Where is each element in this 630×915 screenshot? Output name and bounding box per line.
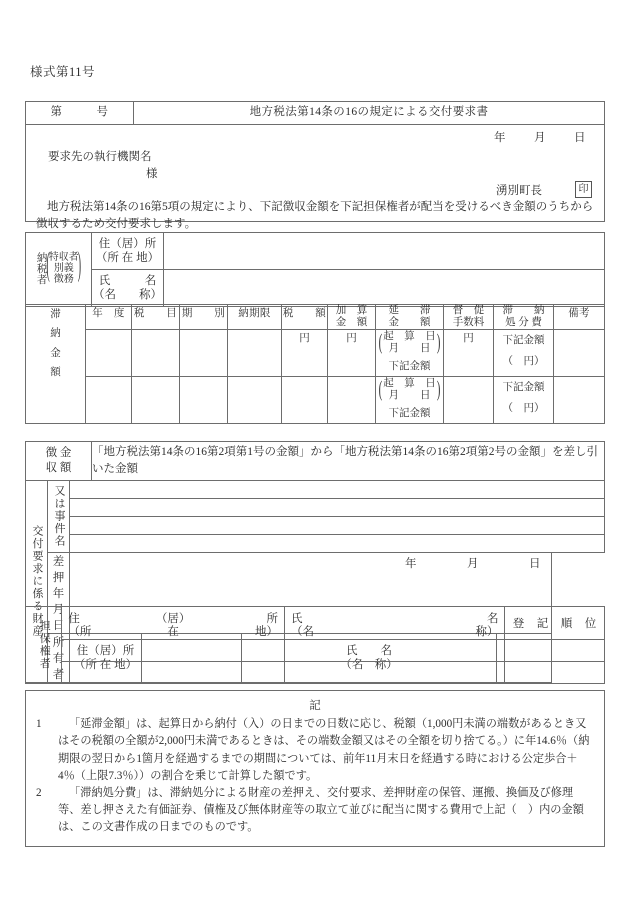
column-header-additional-charge [328,305,376,330]
seizure-date-label: 差押年月日 [48,553,70,634]
header-line2: 金 額 [335,316,368,328]
addr-head-d: （所 [68,626,92,638]
table-row [26,329,605,376]
seizure-day-label: 日 [529,558,541,570]
preamble-cell [26,125,605,231]
guarantor-rank-cell[interactable] [505,640,605,662]
header-line1: 滞 納 [502,305,545,316]
special-collector-label-char: 徴務 [53,273,74,285]
addr-head-f: 地） [254,626,278,638]
header-line2: 手数料 [452,316,485,328]
side-label-char: 納 [50,328,61,340]
table-row [26,640,605,662]
header-line1: 延 滞 [388,305,431,316]
table-row [26,305,605,330]
taxpayer-label-char: 者 [36,275,48,287]
collection-amount-label [26,442,92,481]
cell-period[interactable] [180,376,228,423]
notes-box [25,690,605,847]
owner-name-label-line1: 氏 名 [346,644,392,657]
taxpayer-name-label [92,270,164,307]
name-label-line1: 氏 名 [98,274,157,287]
addr-head-c: 所 [266,613,278,625]
side-label-char: 滞 [50,309,61,320]
notes-title: 記 [309,700,321,712]
header-line1: 加 算 [335,305,368,316]
guarantor-name-cell[interactable] [284,640,504,662]
delinquency-table [25,304,605,424]
column-header-demand-fee [444,305,494,330]
property-blank-row[interactable] [70,481,605,499]
note-text: 「滞納処分費」は、滞納処分による財産の差押え、交付要求、差押財産の保管、運搬、換価及び修理等、差し押さえた有価証券、債権及び無体財産等の取立て並びに配当に関する費用で上記（ ）内の金額は、この文書作成の日までのものです。 [58,786,584,833]
note-item [36,785,594,836]
column-header-delinquency-charge [376,305,444,330]
table-row [26,376,605,423]
note-text: 「延滞金額」は、起算日から納付（入）の日までの日数に応じ、税額（1,000円未満の端数があるとき又はその税額の全額が2,000円未満であるときは、その端数金額又はその全額を切り捨てる。）に年14.6％（納期限の翌日から1箇月を経過するまでの期間については、前年11月末日を経過する時における公定歩合＋4％（上限7.3％））の割合を乗じて計算した額です。 [58,718,590,782]
cell-fiscal-year[interactable] [86,376,132,423]
special-collector-label-char: 特収者 [48,252,79,264]
taxpayer-name-value[interactable] [164,270,605,307]
guarantor-name-cell[interactable] [284,662,504,684]
taxpayer-address-value[interactable] [164,233,605,270]
column-header-tax-item: 税 目 [132,305,180,330]
cell-fiscal-year[interactable] [86,329,132,376]
disposition-note-line1: 下記金額 [502,334,545,346]
note-item [36,716,594,784]
paren-close-icon: ) [436,378,441,403]
table-row [26,535,605,553]
note-number: 1 [36,718,42,731]
header-table [25,101,605,231]
taxpayer-label-char: 納 [36,252,48,264]
paren-close-icon: ) [436,331,441,356]
issue-date-line[interactable] [494,131,586,147]
side-label-char: 金 [50,347,61,359]
recipient-honorific: 様 [146,168,158,180]
registration-rank-header: 登 記 順 位 [505,607,605,640]
name-head-a: 氏 [290,613,303,625]
serial-label-dai: 第 [50,106,63,119]
serial-label-gou: 号 [96,106,109,119]
below-amount-note: 下記金額 [388,407,431,419]
column-header-period: 期 別 [180,305,228,330]
disposition-note-line1: 下記金額 [502,381,545,393]
taxpayer-address-label [92,233,164,270]
recipient-organization-label: 要求先の執行機関名 [48,151,152,163]
owner-address-label-line2: （所 在 地） [73,659,138,671]
table-row [26,442,605,481]
delinquency-side-label [26,305,86,424]
cell-demand-fee[interactable]: 円 [444,329,494,376]
guarantor-label-vertical: 担保権者 [38,620,51,670]
owner-address-label-line1: 住（居）所 [76,644,135,657]
guarantor-side-label [26,607,62,684]
address-label-line2: （所 在 地） [95,252,160,264]
cell-additional-charge[interactable] [328,376,376,423]
start-date-md-label: 月 日 [388,390,431,402]
owner-label: 所 有 者 [48,634,70,683]
seizure-month-label: 月 [467,558,479,570]
table-row [26,517,605,535]
table-row [26,125,605,222]
side-label-char: 額 [50,367,61,379]
taxpayer-label-char: 税 [36,263,48,275]
date-day-label: 日 [574,132,586,144]
table-row [26,233,605,270]
column-header-due-date: 納期限 [228,305,282,330]
guarantor-address-header [62,607,285,640]
cell-delinquency-charge[interactable] [376,376,444,423]
addr-head-a: 住 [68,613,80,625]
seal-stamp-box[interactable]: 印 [575,181,592,198]
note-number: 2 [36,786,42,799]
case-name-label-vertical: 又は事件名 [53,485,65,548]
column-header-remarks: 備考 [554,305,605,330]
cell-due-date[interactable] [228,329,282,376]
disposition-note-line2: （ 円） [502,356,545,368]
name-label-line2: （名 称） [93,289,162,301]
column-header-tax-amount: 税 額 [282,305,328,330]
cell-tax-amount[interactable]: 円 [282,329,328,376]
guarantor-rank-cell[interactable] [505,662,605,684]
property-blank-row[interactable] [70,535,605,553]
taxpayer-side-label [26,233,92,307]
name-head-b: 名 [486,613,499,625]
brace-open-icon: ( [46,247,50,286]
start-date-label: 起 算 日 [383,377,436,389]
start-date-label: 起 算 日 [383,330,436,342]
column-header-fiscal-year: 年 度 [86,305,132,330]
table-row [26,481,605,499]
name-head-c: （名 [290,626,314,638]
property-label-vertical: 交付要求に係る財産 [31,525,43,638]
owner-name-label-line2: （名 称） [340,659,398,671]
table-row [26,607,605,640]
taxpayer-table [25,232,605,307]
cell-tax-item[interactable] [132,329,180,376]
special-collector-label-column [49,253,79,285]
guarantor-address-cell[interactable] [62,662,285,684]
cell-disposition-cost[interactable] [494,329,554,376]
paren-open-icon: ( [378,378,383,403]
cell-delinquency-charge[interactable] [376,329,444,376]
guarantor-address-cell[interactable] [62,640,285,662]
date-year-label: 年 [494,132,506,144]
issuer-name: 湧別町長 [496,185,542,197]
cell-remarks[interactable] [554,376,605,423]
property-blank-row[interactable] [70,517,605,535]
serial-number-cell[interactable] [26,102,134,125]
column-header-disposition-cost [494,305,554,330]
guarantor-name-header [284,607,504,640]
paren-open-icon: ( [378,331,383,356]
cell-period[interactable] [180,329,228,376]
cell-remarks[interactable] [554,329,605,376]
below-amount-note: 下記金額 [388,360,431,372]
header-line2: 処 分 費 [505,316,542,328]
addr-head-b: （居） [155,613,191,625]
document-title: 地方税法第14条の16の規定による交付要求書 [134,102,605,125]
seizure-year-label: 年 [405,558,417,570]
cell-tax-item[interactable] [132,376,180,423]
property-blank-row[interactable] [70,499,605,517]
cell-additional-charge[interactable]: 円 [328,329,376,376]
cell-tax-amount[interactable] [282,376,328,423]
addr-head-e: 在 [167,626,179,638]
collection-label-line1: 徴 金 [45,447,72,460]
table-row [26,270,605,307]
collection-amount-formula: 「地方税法第14条の16第2項第1号の金額」から「地方税法第14条の16第2項第2号の金額」を差し引いた金額 [92,442,605,481]
cell-demand-fee[interactable] [444,376,494,423]
table-row [26,662,605,684]
brace-close-icon: ) [77,247,82,286]
header-line1: 督 促 [452,305,485,316]
address-label-line1: 住（居）所 [98,237,157,250]
date-month-label: 月 [534,132,546,144]
preamble-body-text: 地方税法第14条の16第5項の規定により、下記徴収金額を下記担保権者が配当を受けるべき金額のうちから徴収するため交付要求します。 [36,201,594,231]
table-row [26,499,605,517]
cell-disposition-cost[interactable] [494,376,554,423]
cell-due-date[interactable] [228,376,282,423]
collection-label-line2: 収 額 [45,462,72,474]
header-line2: 金 額 [388,316,431,328]
start-date-md-label: 月 日 [388,343,431,355]
property-side-label-inner [48,481,70,553]
disposition-note-line2: （ 円） [502,403,545,415]
table-row [26,102,605,125]
collection-amount-table [25,441,605,481]
special-collector-label-char: 別義 [53,263,74,275]
guarantor-table [25,606,605,684]
name-head-d: 称） [475,626,499,638]
form-number: 様式第11号 [30,65,96,79]
